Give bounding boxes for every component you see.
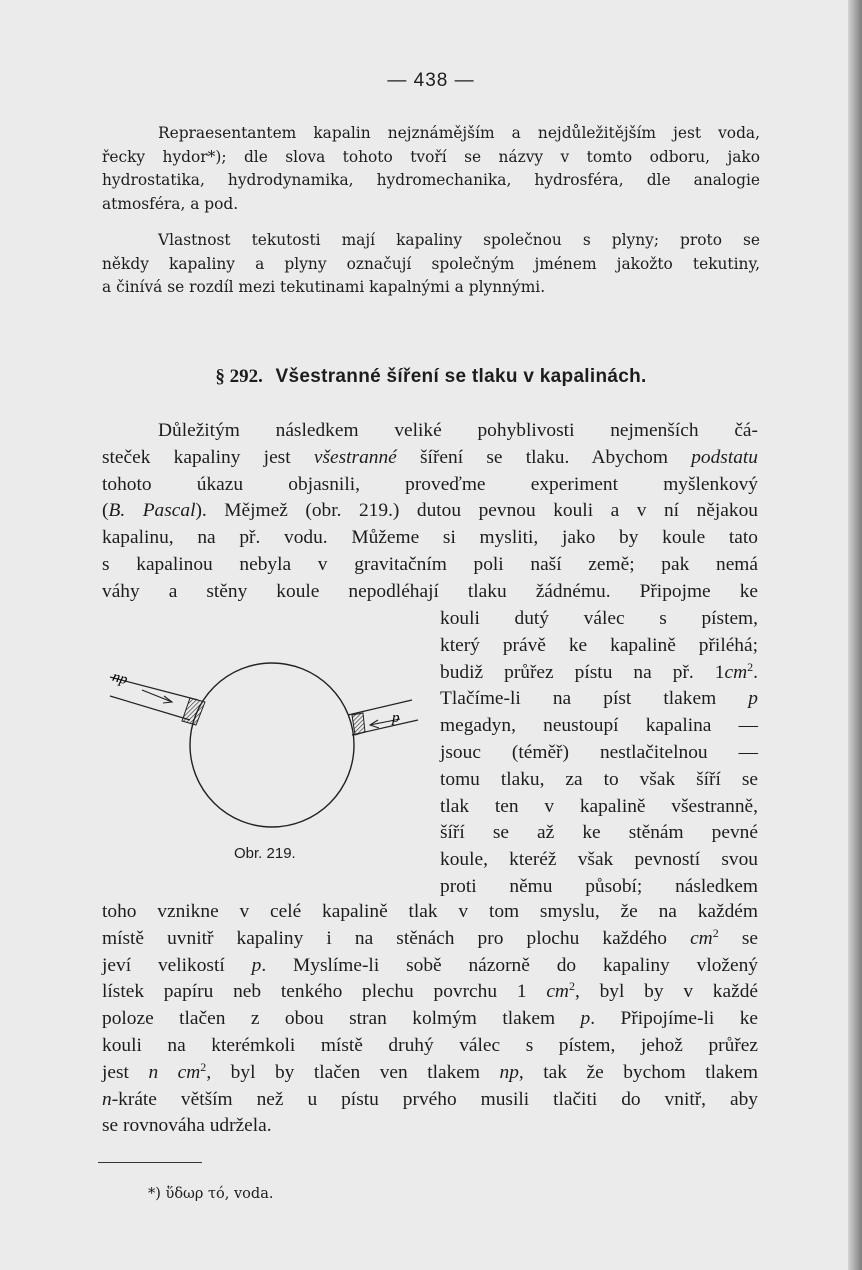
text-line: jest n $cm^2$, byl by tlačen ven tlakem np, tak že bychom tlakem — [102, 1059, 759, 1083]
section-number: § 292. — [215, 366, 263, 387]
sphere-circle — [190, 663, 354, 827]
right-cylinder — [348, 700, 418, 735]
text-line: šíří se až ke stěnám pevné — [440, 822, 758, 844]
figure-caption: Obr. 219. — [234, 845, 296, 862]
label-p: p — [392, 710, 400, 726]
text-line: se rovnováha udržela. — [102, 1115, 272, 1137]
text-line: váhy a stěny koule nepodléhají tlaku žádnému. Připojme ke — [102, 580, 758, 602]
footnote-rule — [98, 1162, 202, 1163]
intro-paragraph-1 — [102, 122, 760, 216]
text-line: koule, kteréž však pevností svou — [440, 849, 758, 871]
text-line: Důležitým následkem veliké pohyblivosti nejmenších čá- — [158, 420, 758, 441]
text-line: jeví velikostí p. Myslíme-li sobě názorně do kapaliny vložený — [102, 954, 759, 976]
section-title: Všestranné šíření se tlaku v kapalinách. — [275, 366, 647, 387]
text-line: tlak ten v kapalině všestranně, — [440, 795, 758, 817]
text-line: někdy kapaliny a plyny označují společným jménem jakožto tekutiny, — [102, 254, 760, 273]
body-paragraph-wrapped — [440, 606, 758, 901]
intro-paragraph-2 — [102, 229, 760, 300]
text-line: tomu tlaku, za to však šíří se — [440, 768, 758, 790]
text-line: hydrostatika, hydrodynamika, hydromechanika, hydrosféra, dle analogie — [102, 171, 760, 189]
page-number: — 438 — — [387, 70, 475, 91]
text-line: lístek papíru neb tenkého plechu povrchu 1 $cm^2$, byl by v každé — [102, 979, 759, 1003]
text-line: n-kráte větším než u pístu prvého musili tlačiti do vnitř, aby — [102, 1088, 758, 1110]
text-line: toho vznikne v celé kapalině tlak v tom smyslu, že na každém — [102, 901, 758, 922]
text-line: řecky hydor*); dle slova tohoto tvoří se názvy v tomto odboru, jako — [102, 147, 760, 166]
text-line: kapalinu, na př. vodu. Můžeme si mysliti, jako by koule tato — [102, 527, 758, 549]
text-line: tohoto úkazu objasnili, proveďme experiment myšlenkový — [102, 473, 758, 495]
text-line: atmosféra, a pod. — [102, 194, 239, 213]
text-line: budiž průřez pístu na př. $1cm^2$. — [440, 659, 758, 683]
section-heading — [0, 365, 862, 388]
text-line: (B. Pascal). Mějmež (obr. 219.) dutou pevnou kouli a v ní nějakou — [102, 500, 758, 522]
text-line: Vlastnost tekutosti mají kapaliny společnou s plyny; proto se — [158, 231, 760, 249]
label-np: np — [110, 668, 130, 689]
text-line: Tlačíme-li na píst tlakem p — [440, 688, 758, 710]
text-line: steček kapaliny jest všestranné šíření se tlaku. Abychom podstatu — [102, 446, 759, 468]
text-line: kouli dutý válec s pístem, — [440, 608, 758, 629]
text-line: proti němu působí; následkem — [440, 875, 758, 897]
text-line: místě uvnitř kapaliny i na stěnách pro plochu každého $cm^2$ se — [102, 925, 758, 949]
text-line: kouli na kterémkoli místě druhý válec s pístem, jehož průřez — [102, 1034, 758, 1056]
text-line: megadyn, neustoupí kapalina — — [440, 715, 758, 737]
page-edge-shadow — [848, 0, 862, 1270]
text-line: a činívá se rozdíl mezi tekutinami kapalnými a plynnými. — [102, 278, 546, 296]
text-line: s kapalinou nebyla v gravitačním poli naší země; pak nemá — [102, 553, 758, 575]
figure-219 — [108, 652, 428, 872]
text-line: Repraesentantem kapalin nejznámějším a nejdůležitějším jest voda, — [158, 124, 760, 142]
footnote: *) ὕδωρ τό, voda. — [148, 1186, 274, 1202]
text-line: poloze tlačen z obou stran kolmým tlakem p. Připojíme-li ke — [102, 1008, 758, 1030]
body-paragraph-bottom — [102, 899, 758, 1140]
text-line: který právě ke kapalině přiléhá; — [440, 634, 758, 656]
text-line: jsouc (téměř) nestlačitelnou — — [440, 741, 758, 763]
body-paragraph-top — [102, 418, 758, 606]
